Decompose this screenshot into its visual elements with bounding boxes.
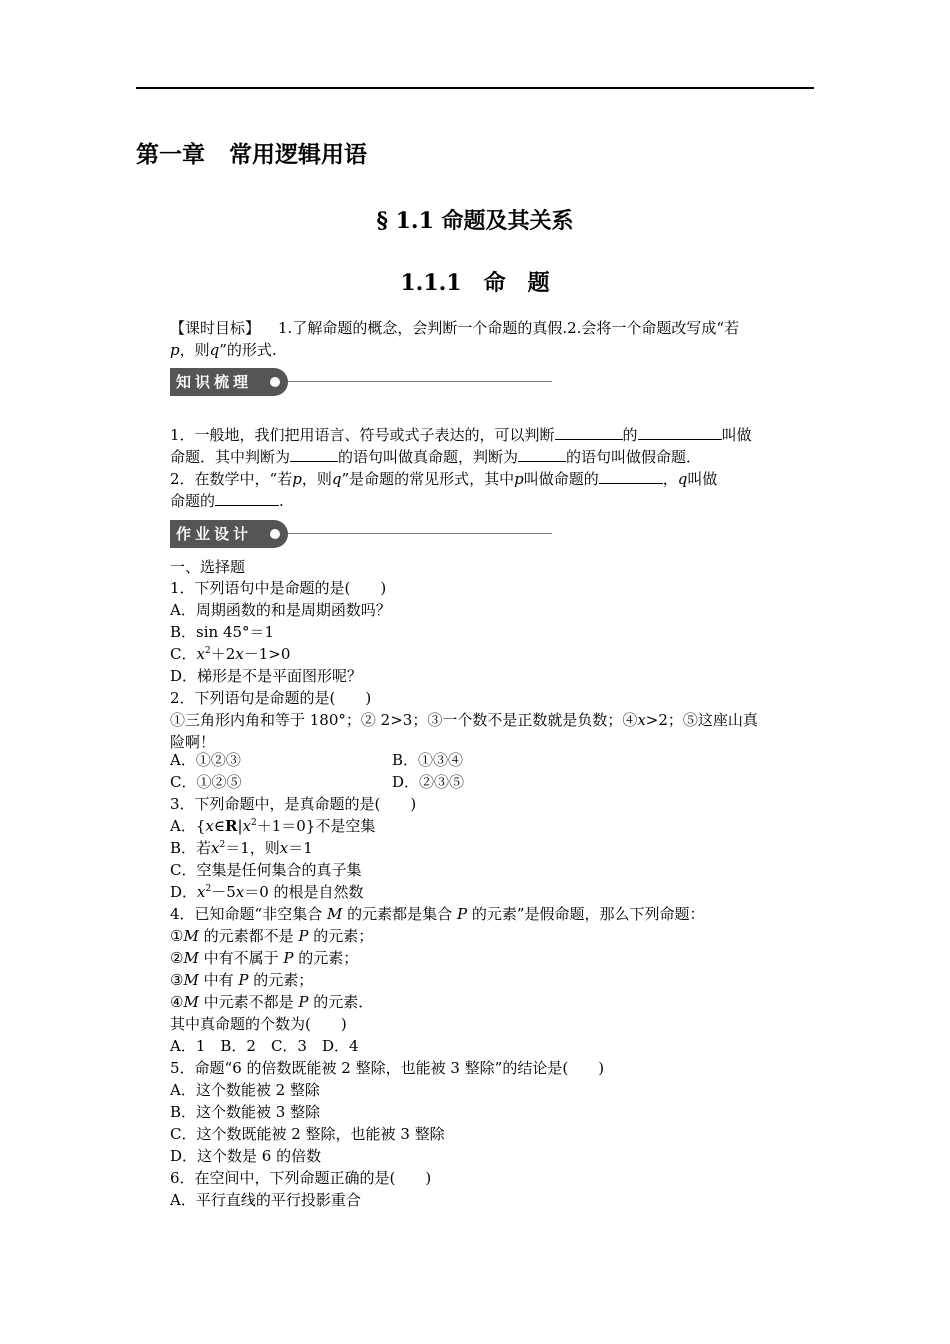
banner-dot-icon <box>270 377 280 387</box>
section-title: § 1.1 命题及其关系 <box>376 208 574 234</box>
q4-statement-2: ②M 中有不属于 P 的元素； <box>170 949 359 967</box>
q1-option-b: B．sin 45°＝1 <box>170 623 275 641</box>
knowledge-banner: 知识梳理 <box>170 368 552 396</box>
q5-option-b: B．这个数能被 3 整除 <box>170 1103 321 1121</box>
q4-statement-4: ④M 中元素不都是 P 的元素． <box>170 993 374 1011</box>
q4-stem: 4．已知命题“非空集合 M 的元素都是集合 P 的元素”是假命题，那么下列命题： <box>170 905 705 923</box>
q1-stem: 1．下列语句中是命题的是( ) <box>170 579 387 597</box>
q5-stem: 5．命题“6 的倍数既能被 2 整除，也能被 3 整除”的结论是( ) <box>170 1059 605 1077</box>
q6-option-a: A．平行直线的平行投影重合 <box>170 1191 361 1209</box>
banner-dot-icon <box>270 529 280 539</box>
homework-banner: 作业设计 <box>170 520 552 548</box>
q3-stem: 3．下列命题中，是真命题的是( ) <box>170 795 417 813</box>
knowledge-item-2: 2．在数学中，“若p，则q”是命题的常见形式，其中p叫做命题的 ，q叫做 命题的 . <box>170 470 718 510</box>
q4-ask: 其中真命题的个数为( ) <box>170 1015 347 1033</box>
q1-option-c: C．$x^2+2x-1>0$ <box>170 645 291 663</box>
q3-option-c: C．空集是任何集合的真子集 <box>170 861 362 879</box>
q3-option-d: D．$x^2-5x=0$ 的根是自然数 <box>170 883 364 901</box>
q1-option-a: A．周期函数的和是周期函数吗？ <box>170 601 391 619</box>
q2-body: ①三角形内角和等于 180°；② 2>3；③一个数不是正数就是负数；④x>2；⑤这座山真 险啊！ <box>170 711 758 751</box>
section-heading: 一、选择题 <box>170 558 246 576</box>
q3-option-b: B．若$x^2=1$，则x＝1 <box>170 839 313 857</box>
q6-stem: 6．在空间中，下列命题正确的是( ) <box>170 1169 432 1187</box>
q5-option-a: A．这个数能被 2 整除 <box>170 1081 320 1099</box>
q2-option-a: A．①②③ <box>170 751 241 769</box>
q1-option-d: D．梯形是不是平面图形呢？ <box>170 667 363 685</box>
q2-option-c: C．①②⑤ <box>170 773 242 791</box>
q4-options: A．1 B．2 C．3 D．4 <box>170 1037 359 1055</box>
q5-option-d: D．这个数是 6 的倍数 <box>170 1147 322 1165</box>
top-rule <box>136 87 814 89</box>
q3-option-a: A．$\{x\in R|x^2+1=0\}$不是空集 <box>170 817 376 835</box>
q2-stem: 2．下列语句是命题的是( ) <box>170 689 372 707</box>
q5-option-c: C．这个数既能被 2 整除，也能被 3 整除 <box>170 1125 445 1143</box>
q4-statement-3: ③M 中有 P 的元素； <box>170 971 314 989</box>
q4-statement-1: ①M 的元素都不是 P 的元素； <box>170 927 374 945</box>
subsection-title: 1.1.1 命 题 <box>400 270 550 296</box>
q2-option-b: B．①③④ <box>392 751 464 769</box>
lesson-goal: 【课时目标】 1.了解命题的概念，会判断一个命题的真假.2.会将一个命题改写成“若 p，则q”的形式. <box>170 319 740 359</box>
q2-option-d: D．②③⑤ <box>392 773 465 791</box>
chapter-title: 第一章 常用逻辑用语 <box>136 142 367 168</box>
knowledge-item-1: 1．一般地，我们把用语言、符号或式子表达的，可以判断 的 叫做 命题．其中判断为 的语句叫做真命题，判断为 的语句叫做假命题． <box>170 426 752 466</box>
